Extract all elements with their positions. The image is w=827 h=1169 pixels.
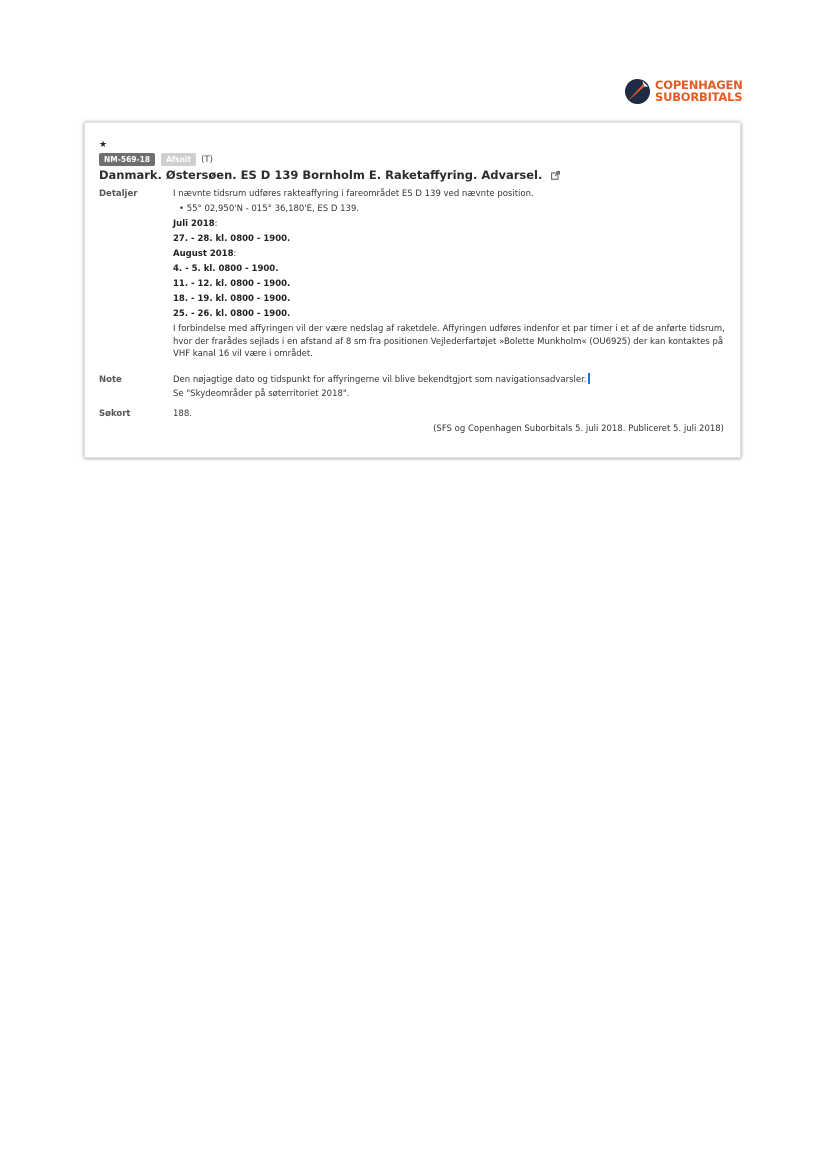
- details-label: Detaljer: [99, 189, 138, 199]
- month-july-suffix: :: [214, 219, 218, 229]
- month-august-suffix: :: [233, 249, 237, 259]
- details-position: • 55° 02,950'N - 015° 36,180'E, ES D 139.: [179, 204, 360, 214]
- note-content: [173, 373, 733, 400]
- note-line-1: [173, 373, 733, 388]
- august-date-4: 25. - 26. kl. 0800 - 1900.: [173, 309, 291, 319]
- notice-id-badge: NM-569-18: [99, 153, 155, 166]
- logo-wordmark: [655, 80, 743, 103]
- source-attribution: (SFS og Copenhagen Suborbitals 5. juli 2018. Publiceret 5. juli 2018): [433, 424, 724, 434]
- notice-card: [84, 122, 741, 458]
- logo-line-1: COPENHAGEN: [655, 78, 743, 92]
- star-icon[interactable]: ★: [99, 140, 108, 150]
- logo-line-2: SUBORBITALS: [655, 89, 743, 104]
- chart-label: Søkort: [99, 409, 131, 419]
- chart-content: [173, 407, 733, 422]
- notice-badges: [99, 153, 213, 166]
- notice-title-text: Danmark. Østersøen. ES D 139 Bornholm E. Raketaffyring. Advarsel.: [99, 168, 543, 182]
- details-paragraph: I forbindelse med affyringen vil der være nedslag af raketdele. Affyringen udføres indenfor et par timer i et af de anførte tidsrum, hvor der frarådes sejlads i en afstand af 8 sm fra positionen Vejlederfartøjet »Bolette Munkholm« (OU6925) der kan kontaktes på VHF kanal 16 vil være i området.: [173, 324, 725, 359]
- month-august: [173, 247, 733, 262]
- notice-title: [99, 168, 560, 182]
- chart-value: 188.: [173, 409, 192, 419]
- copenhagen-suborbitals-logo: [624, 78, 743, 105]
- month-july: [173, 217, 733, 232]
- position-text: 55° 02,950'N - 015° 36,180'E, ES D 139.: [186, 204, 360, 214]
- external-link-icon[interactable]: [551, 171, 560, 180]
- status-badge: Afsnit: [161, 153, 196, 166]
- august-date-3: 18. - 19. kl. 0800 - 1900.: [173, 294, 291, 304]
- note-label: Note: [99, 375, 122, 385]
- rocket-logo-icon: [624, 78, 651, 105]
- details-intro: I nævnte tidsrum udføres rakteaffyring i fareområdet ES D 139 ved nævnte position.: [173, 189, 534, 199]
- august-date-1: 4. - 5. kl. 0800 - 1900.: [173, 264, 279, 274]
- august-date-2: 11. - 12. kl. 0800 - 1900.: [173, 279, 291, 289]
- details-content: [173, 187, 733, 361]
- type-marker: (T): [201, 154, 213, 165]
- month-august-label: August 2018: [173, 249, 234, 259]
- text-cursor: [588, 373, 590, 384]
- note-line-2: Se "Skydeområder på søterritoriet 2018".: [173, 389, 350, 399]
- month-july-label: Juli 2018: [173, 219, 215, 229]
- note-line-1-text: Den nøjagtige dato og tidspunkt for affyringerne vil blive bekendtgjort som navigationsadvarsler.: [173, 375, 587, 385]
- july-date-1: 27. - 28. kl. 0800 - 1900.: [173, 234, 291, 244]
